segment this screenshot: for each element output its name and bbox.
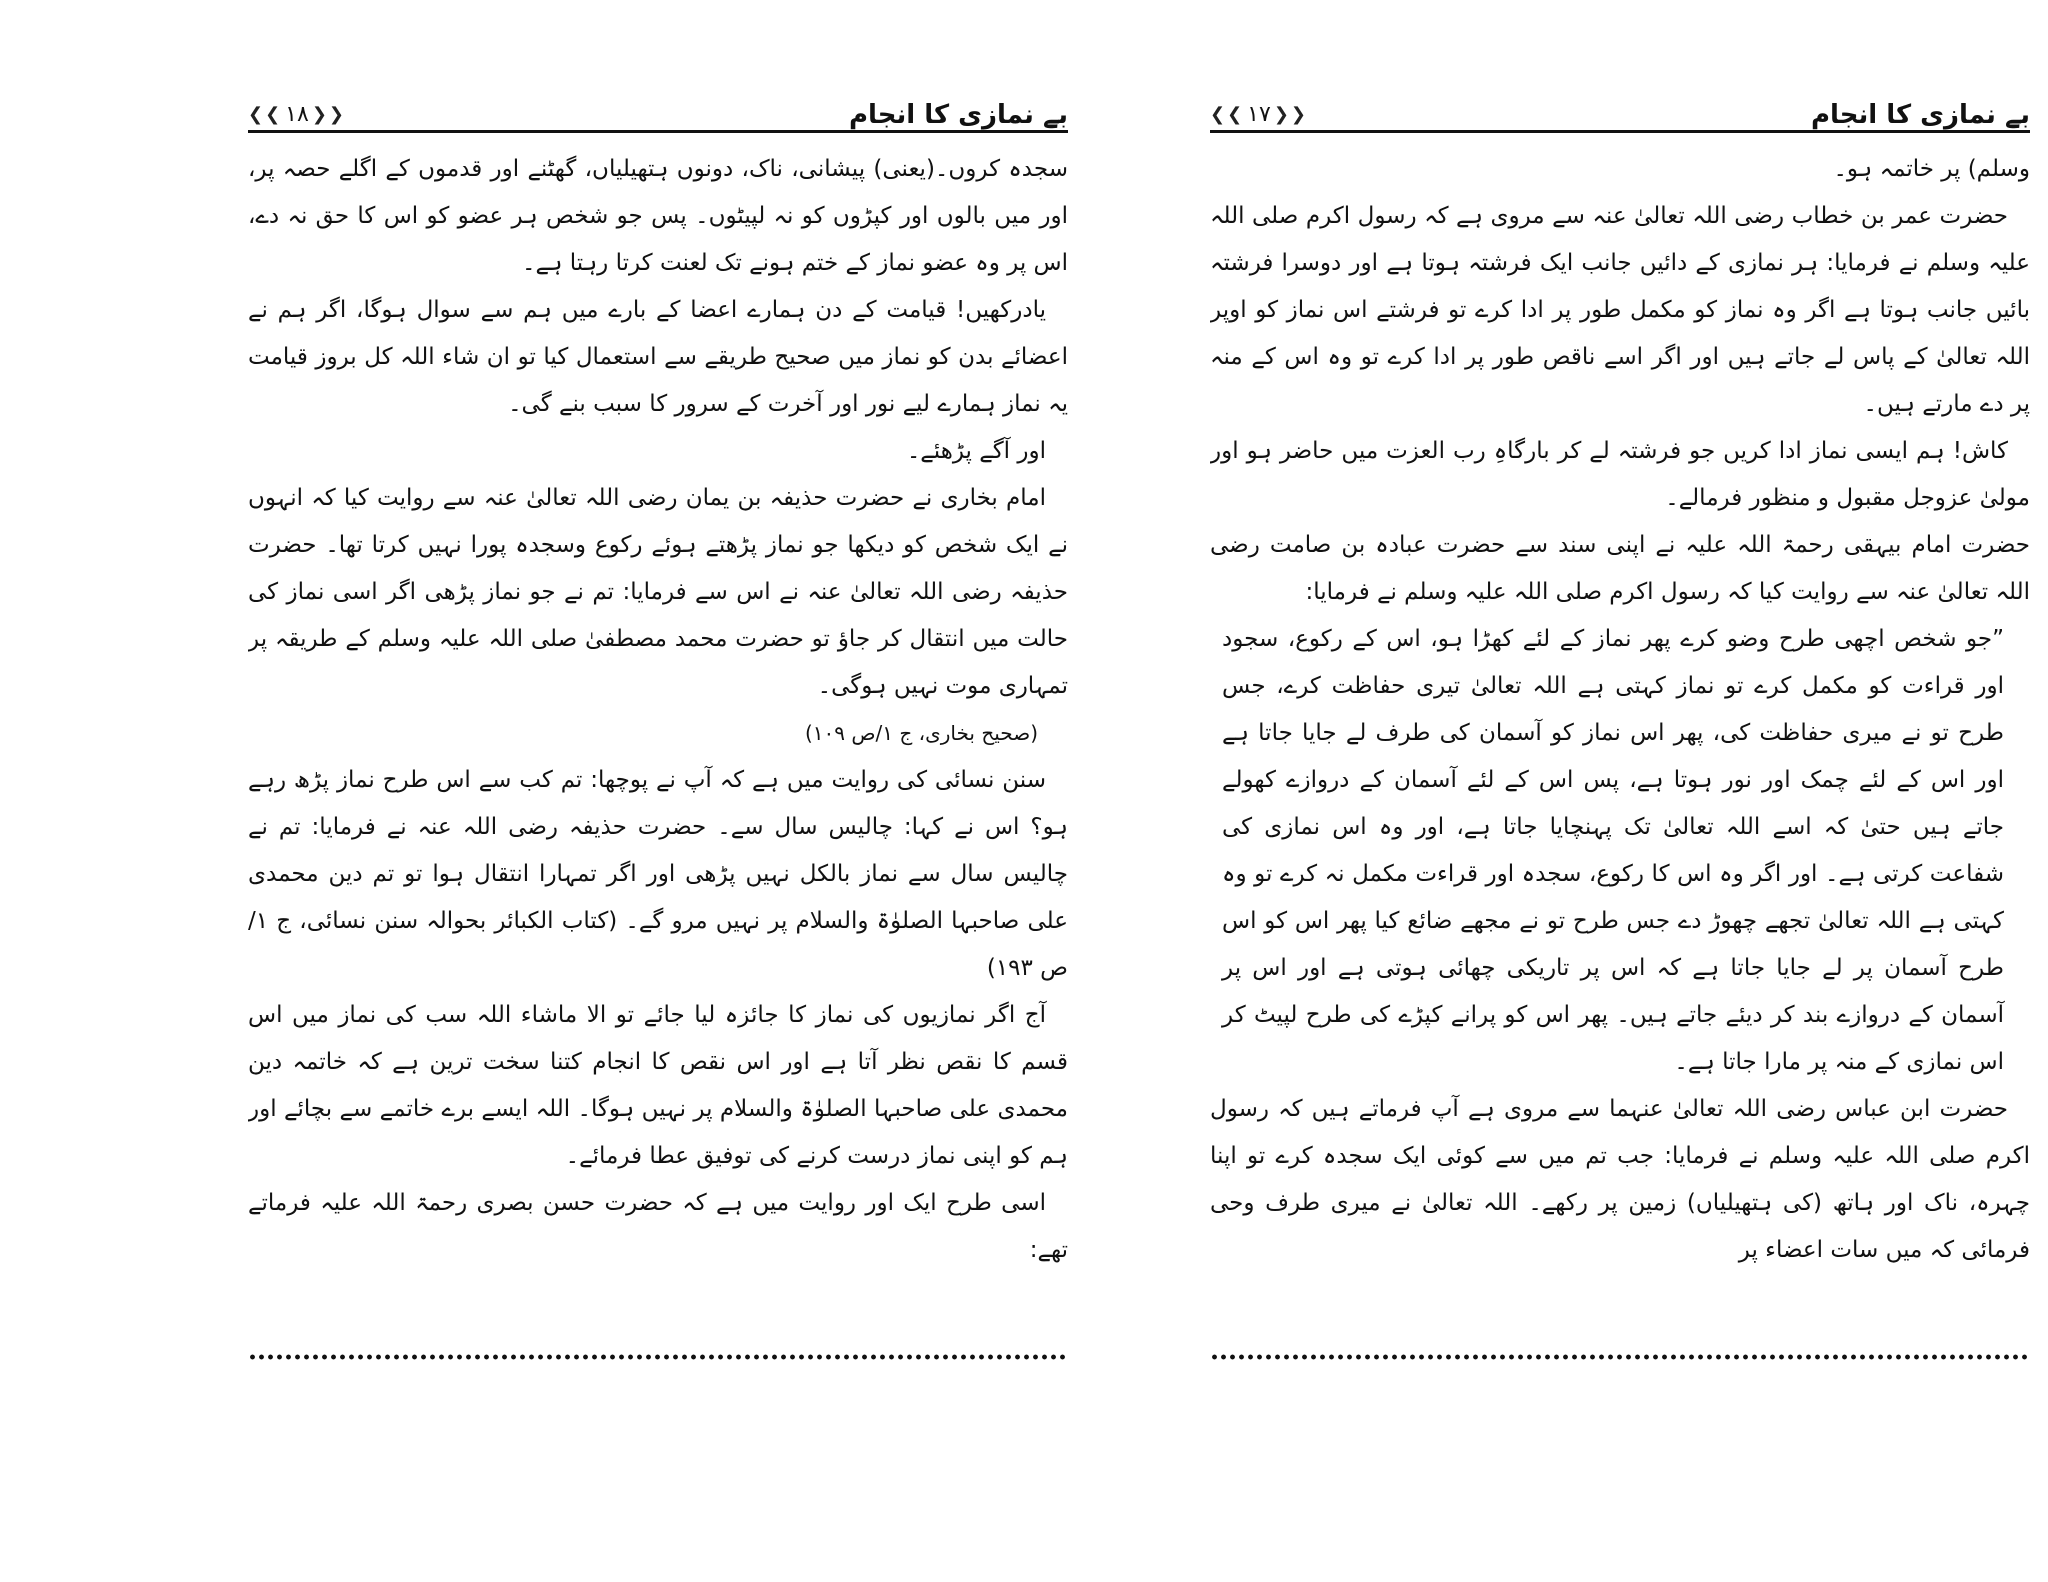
page-number	[1210, 104, 1308, 132]
paragraph: حضرت امام بیہقی رحمۃ اللہ علیہ نے اپنی سند سے حضرت عبادہ بن صامت رضی اللہ تعالیٰ عنہ سے روایت کیا کہ رسول اکرم صلی اللہ علیہ وسلم نے فرمایا:	[1210, 532, 2030, 605]
header-rule	[1210, 130, 2030, 133]
ornament-left-icon: ❮❮	[1210, 104, 1245, 125]
header-rule	[248, 130, 1068, 133]
paragraph: حضرت ابن عباس رضی اللہ تعالیٰ عنہما سے مروی ہے آپ فرماتے ہیں کہ رسول اکرم صلی اللہ علیہ وسلم نے فرمایا: جب تم میں سے کوئی ایک سجدہ کرے تو اپنا چہرہ، ناک اور ہاتھ (کی ہتھیلیاں) زمین پر رکھے۔ اللہ تعالیٰ نے میری طرف وحی فرمائی کہ میں سات اعضاء پر	[1210, 1096, 2030, 1263]
hadith-quote: ”جو شخص اچھی طرح وضو کرے پھر نماز کے لئے کھڑا ہو، اس کے رکوع، سجود اور قراءت کو مکمل کرے تو نماز کہتی ہے اللہ تعالیٰ تیری حفاظت کرے، جس طرح تو نے میری حفاظت کی، پھر اس نماز کو آسمان کی طرف لے جایا جاتا ہے اور اس کے لئے چمک اور نور ہوتا ہے، پس اس کے لئے آسمان کے دروازے کھولے جاتے ہیں حتیٰ کہ اسے اللہ تعالیٰ تک پہنچایا جاتا ہے، اور وہ اس نمازی کی شفاعت کرتی ہے۔ اور اگر وہ اس کا رکوع، سجدہ اور قراءت مکمل نہ کرے تو وہ کہتی ہے اللہ تعالیٰ تجھے چھوڑ دے جس طرح تو نے مجھے ضائع کیا پھر اس کو اس طرح آسمان پر لے جایا جاتا ہے کہ اس پر تاریکی چھائی ہوتی ہے اور اس پر آسمان کے دروازے بند کر دیئے جاتے ہیں۔ پھر اس کو پرانے کپڑے کی طرح لپیٹ کر اس نمازی کے منہ پر مارا جاتا ہے۔	[1222, 626, 2004, 1075]
paragraph: اسی طرح ایک اور روایت میں ہے کہ حضرت حسن بصری رحمۃ اللہ علیہ فرماتے تھے:	[248, 1190, 1068, 1263]
ornament-left-icon: ❮❮	[248, 104, 283, 125]
page-body	[1210, 146, 2030, 1342]
ornament-right-icon: ❯❯	[1273, 104, 1308, 125]
citation: (صحیح بخاری، ج ۱/ص ۱۰۹)	[804, 721, 1038, 745]
paragraph: وسلم) پر خاتمہ ہو۔	[1833, 156, 2030, 182]
page-number-value: ۱۸	[285, 102, 309, 127]
left-page	[248, 72, 1068, 1412]
ornament-right-icon: ❯❯	[311, 104, 346, 125]
paragraph: کاش! ہم ایسی نماز ادا کریں جو فرشتہ لے کر بارگاہِ رب العزت میں حاضر ہو اور مولیٰ عزوجل مقبول و منظور فرمالے۔	[1210, 438, 2030, 511]
paragraph: اور آگے پڑھئے۔	[906, 438, 1046, 464]
paragraph: حضرت عمر بن خطاب رضی اللہ تعالیٰ عنہ سے مروی ہے کہ رسول اکرم صلی اللہ علیہ وسلم نے فرمایا: ہر نمازی کے دائیں جانب ایک فرشتہ ہوتا ہے اور دوسرا فرشتہ بائیں جانب ہوتا ہے اگر وہ نماز کو مکمل طور پر ادا کرے تو فرشتے اس نماز کو اوپر اللہ تعالیٰ کے پاس لے جاتے ہیں اور اگر اسے ناقص طور پر ادا کرے تو وہ اس کے منہ پر دے مارتے ہیں۔	[1210, 203, 2030, 417]
footer-dotted-rule	[248, 1352, 1068, 1362]
footer-dotted-rule	[1210, 1352, 2030, 1362]
right-page	[1210, 72, 2030, 1412]
paragraph: آج اگر نمازیوں کی نماز کا جائزہ لیا جائے تو الا ماشاء اللہ سب کی نماز میں اس قسم کا نقص نظر آتا ہے اور اس نقص کا انجام کتنا سخت ترین ہے کہ خاتمہ دین محمدی علی صاحبہا الصلوٰۃ والسلام پر نہیں ہوگا۔ اللہ ایسے برے خاتمے سے بچائے اور ہم کو اپنی نماز درست کرنے کی توفیق عطا فرمائے۔	[248, 1002, 1068, 1169]
page-body	[248, 146, 1068, 1342]
paragraph: سجدہ کروں۔(یعنی) پیشانی، ناک، دونوں ہتھیلیاں، گھٹنے اور قدموں کے اگلے حصہ پر، اور میں بالوں اور کپڑوں کو نہ لپیٹوں۔ پس جو شخص ہر عضو کو اس کا حق نہ دے، اس پر وہ عضو نماز کے ختم ہونے تک لعنت کرتا رہتا ہے۔	[248, 156, 1068, 276]
page-number-value: ۱۷	[1247, 102, 1271, 127]
page-number	[248, 104, 346, 132]
paragraph: سنن نسائی کی روایت میں ہے کہ آپ نے پوچھا: تم کب سے اس طرح نماز پڑھ رہے ہو؟ اس نے کہا: چالیس سال سے۔ حضرت حذیفہ رضی اللہ عنہ نے فرمایا: تم نے چالیس سال سے نماز بالکل نہیں پڑھی اور اگر تمہارا انتقال ہوا تو تم دین محمدی علی صاحبہا الصلوٰۃ والسلام پر نہیں مرو گے۔ (کتاب الکبائر بحوالہ سنن نسائی، ج ۱/ص ۱۹۳)	[248, 767, 1068, 981]
paragraph: یادرکھیں! قیامت کے دن ہمارے اعضا کے بارے میں ہم سے سوال ہوگا، اگر ہم نے اعضائے بدن کو نماز میں صحیح طریقے سے استعمال کیا تو ان شاء اللہ کل بروز قیامت یہ نماز ہمارے لیے نور اور آخرت کے سرور کا سبب بنے گی۔	[248, 297, 1068, 417]
page-header	[1210, 82, 2030, 132]
running-title: بے نمازی کا انجام	[848, 100, 1068, 130]
paragraph: امام بخاری نے حضرت حذیفہ بن یمان رضی اللہ تعالیٰ عنہ سے روایت کیا کہ انہوں نے ایک شخص کو دیکھا جو نماز پڑھتے ہوئے رکوع وسجدہ پورا نہیں کرتا تھا۔ حضرت حذیفہ رضی اللہ تعالیٰ عنہ نے اس سے فرمایا: تم نے جو نماز پڑھی اگر اسی نماز کی حالت میں انتقال کر جاؤ تو حضرت محمد مصطفیٰ صلی اللہ علیہ وسلم کے طریقہ پر تمہاری موت نہیں ہوگی۔	[248, 485, 1068, 699]
running-title: بے نمازی کا انجام	[1810, 100, 2030, 130]
page-header	[248, 82, 1068, 132]
